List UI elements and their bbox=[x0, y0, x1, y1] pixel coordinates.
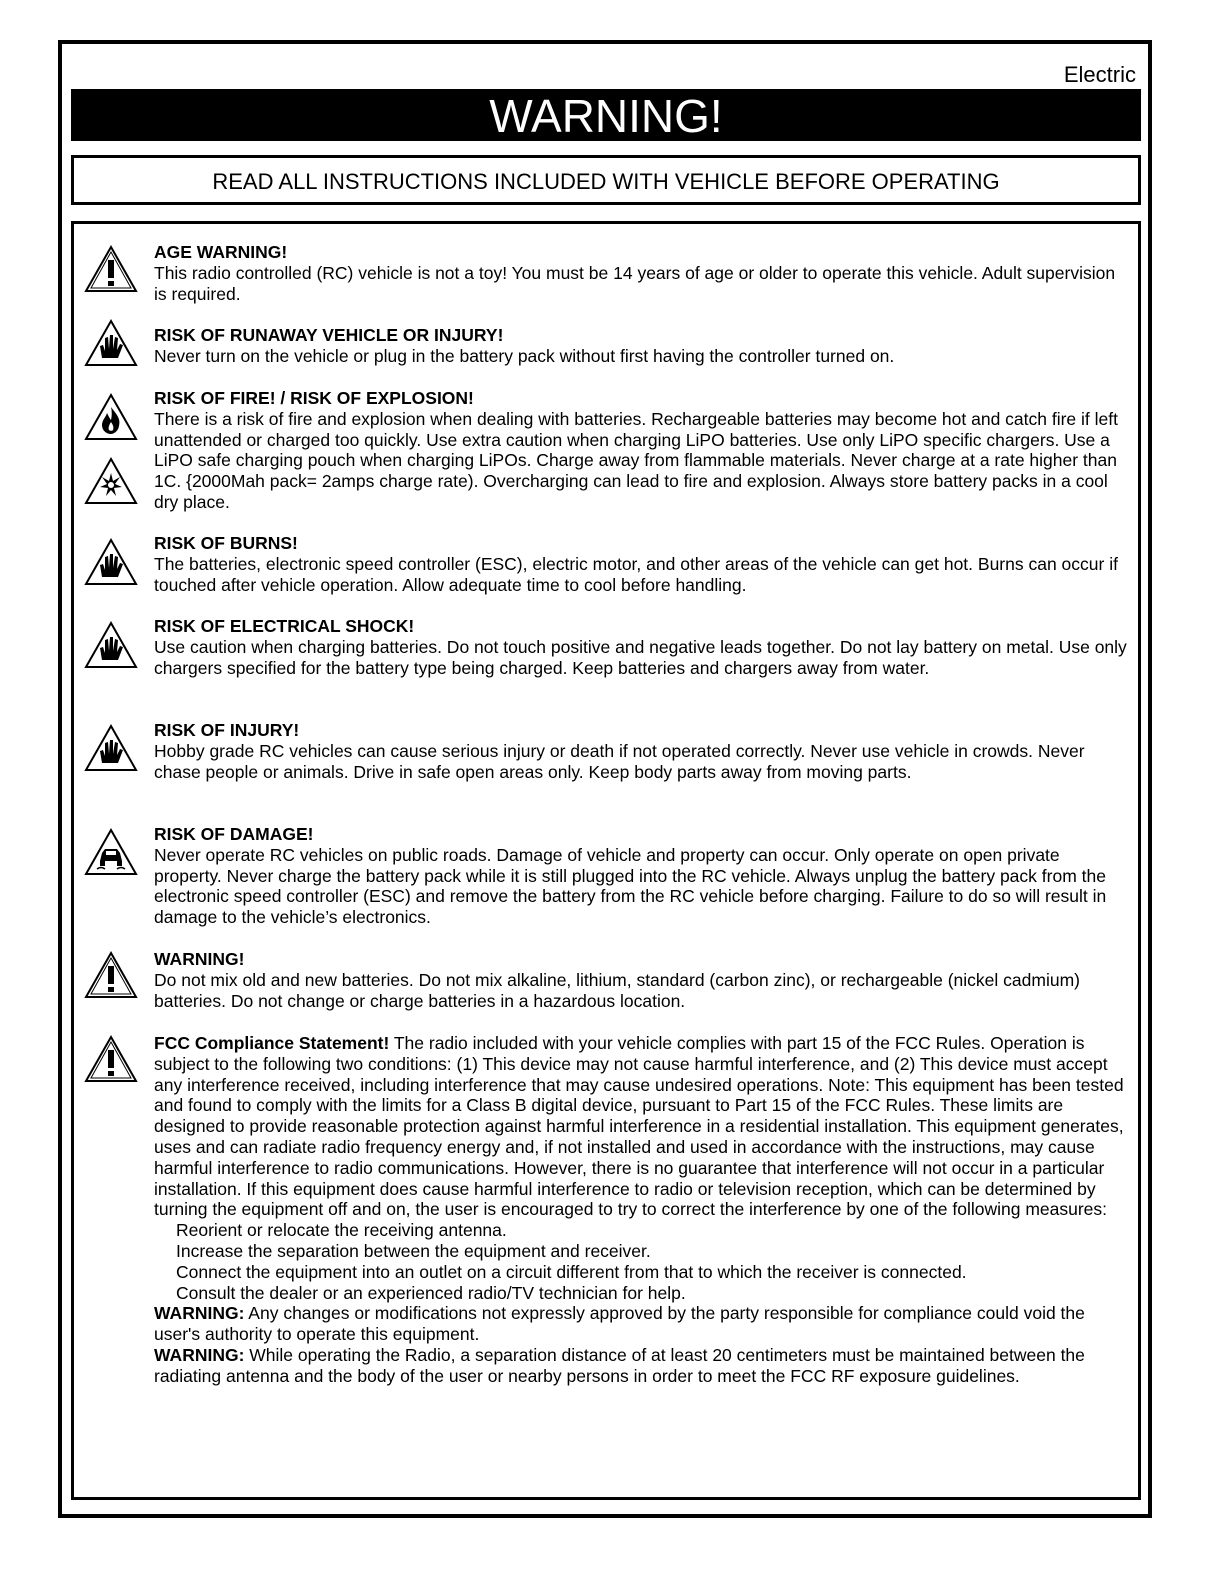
explosion-warning-icon bbox=[83, 456, 139, 506]
car-skid-warning-icon bbox=[83, 827, 139, 877]
category-label: Electric bbox=[1063, 62, 1136, 87]
section-title: FCC Compliance Statement! bbox=[154, 1033, 390, 1053]
section-body: The batteries, electronic speed controller (ESC), electric motor, and other areas of the vehicle can get hot. Burns can occur if touched after vehicle operation. Allow adequate time to cool before handling. bbox=[154, 553, 1118, 595]
fcc-measure: Connect the equipment into an outlet on a circuit different from that to which the receiver is connected. bbox=[176, 1261, 967, 1282]
section-title: AGE WARNING! bbox=[154, 242, 288, 262]
hand-warning-icon bbox=[83, 537, 139, 587]
section-title: RISK OF FIRE! / RISK OF EXPLOSION! bbox=[154, 388, 474, 408]
section-body: Hobby grade RC vehicles can cause serious injury or death if not operated correctly. Never use vehicle in crowds. Never chase people or animals. Drive in safe open areas only. Keep body parts away from moving parts. bbox=[154, 740, 1085, 782]
warning-label: WARNING: bbox=[154, 1344, 245, 1365]
burns-section bbox=[154, 533, 1129, 595]
warning-banner: WARNING! bbox=[71, 89, 1141, 141]
section-title: RISK OF RUNAWAY VEHICLE OR INJURY! bbox=[154, 325, 504, 345]
hand-warning-icon bbox=[83, 318, 139, 368]
section-body: The radio included with your vehicle complies with part 15 of the FCC Rules. Operation is subject to the following two conditions: (1) This device may not cause harmful interference, and (2) This device must accept any interference received, including interference that may cause undesired operations. Note: This equipment has been tested and found to comply with the limits for a Class B digital device, pursuant to Part 15 of the FCC Rules. These limits are designed to provide reasonable protection against harmful interference in a residential installation. This equipment generates, uses and can radiate radio frequency energy and, if not installed and used in accordance with the instructions, may cause harmful interference to radio communications. However, there is no guarantee that interference will not occur in a particular installation. If this equipment does cause harmful interference to radio or television reception, which can be determined by turning the equipment off and on, the user is encouraged to try to correct the interference by one of the following measures: bbox=[154, 1033, 1124, 1220]
exclamation-warning-icon bbox=[83, 950, 139, 1000]
fcc-measure: Reorient or relocate the receiving antenna. bbox=[176, 1220, 507, 1241]
hand-warning-icon bbox=[83, 620, 139, 670]
section-body: There is a risk of fire and explosion when dealing with batteries. Rechargeable batteries may become hot and catch fire if left unattended or charged too quickly. Use extra caution when charging LiPO batteries. Use only LiPO specific chargers. Use a LiPO safe charging pouch when charging LiPOs. Charge away from flammable materials. Never charge at a rate higher than 1C. {2000Mah pack= 2amps charge rate). Overcharging can lead to fire and explosion. Always store battery packs in a cool dry place. bbox=[154, 408, 1118, 512]
electrical-shock-section bbox=[154, 616, 1129, 678]
batteries-warning-section bbox=[154, 949, 1129, 1011]
hand-warning-icon bbox=[83, 723, 139, 773]
section-title: WARNING! bbox=[154, 949, 245, 969]
warning-label: WARNING: bbox=[154, 1303, 245, 1324]
exclamation-warning-icon bbox=[83, 244, 139, 294]
damage-section bbox=[154, 824, 1129, 928]
fcc-measure: Consult the dealer or an experienced radio/TV technician for help. bbox=[176, 1282, 686, 1303]
section-body: Never operate RC vehicles on public roads. Damage of vehicle and property can occur. Only operate on open private property. Never charge the battery pack while it is still plugged into the RC vehicle. Always unplug the battery pack from the electronic speed controller (ESC) and remove the battery from the RC vehicle before charging. Failure to do so will result in damage to the vehicle’s electronics. bbox=[154, 844, 1107, 928]
section-body: Do not mix old and new batteries. Do not mix alkaline, lithium, standard (carbon zinc), or rechargeable (nickel cadmium) batteries. Do not change or charge batteries in a hazardous location. bbox=[154, 969, 1080, 1011]
section-body: Use caution when charging batteries. Do not touch positive and negative leads together. Do not lay battery on metal. Use only chargers specified for the battery type being charged. Keep batteries and chargers away from water. bbox=[154, 636, 1127, 678]
fcc-intro bbox=[154, 1033, 1129, 1220]
section-title: RISK OF INJURY! bbox=[154, 720, 300, 740]
section-body: Never turn on the vehicle or plug in the battery pack without first having the controller turned on. bbox=[154, 345, 895, 366]
instruction-box: READ ALL INSTRUCTIONS INCLUDED WITH VEHICLE BEFORE OPERATING bbox=[71, 155, 1141, 205]
fcc-warning-separation bbox=[154, 1345, 1129, 1387]
runaway-section bbox=[154, 325, 1129, 367]
section-title: RISK OF DAMAGE! bbox=[154, 824, 314, 844]
fcc-warning-modifications bbox=[154, 1303, 1129, 1345]
fcc-measure: Increase the separation between the equipment and receiver. bbox=[176, 1240, 651, 1261]
exclamation-warning-icon bbox=[83, 1034, 139, 1084]
section-title: RISK OF ELECTRICAL SHOCK! bbox=[154, 616, 415, 636]
section-title: RISK OF BURNS! bbox=[154, 533, 298, 553]
fire-explosion-section bbox=[154, 388, 1129, 513]
warning-text: While operating the Radio, a separation distance of at least 20 centimeters must be maintained between the radiating antenna and the body of the user or nearby persons in order to meet the FCC RF exposure guidelines. bbox=[154, 1344, 1085, 1386]
section-body: This radio controlled (RC) vehicle is not a toy! You must be 14 years of age or older to operate this vehicle. Adult supervision is required. bbox=[154, 262, 1116, 304]
age-warning-section bbox=[154, 242, 1129, 304]
fcc-section bbox=[154, 1033, 1129, 1387]
fire-warning-icon bbox=[83, 392, 139, 442]
injury-section bbox=[154, 720, 1129, 782]
warning-text: Any changes or modifications not expressly approved by the party responsible for compliance could void the user's authority to operate this equipment. bbox=[154, 1303, 1085, 1345]
